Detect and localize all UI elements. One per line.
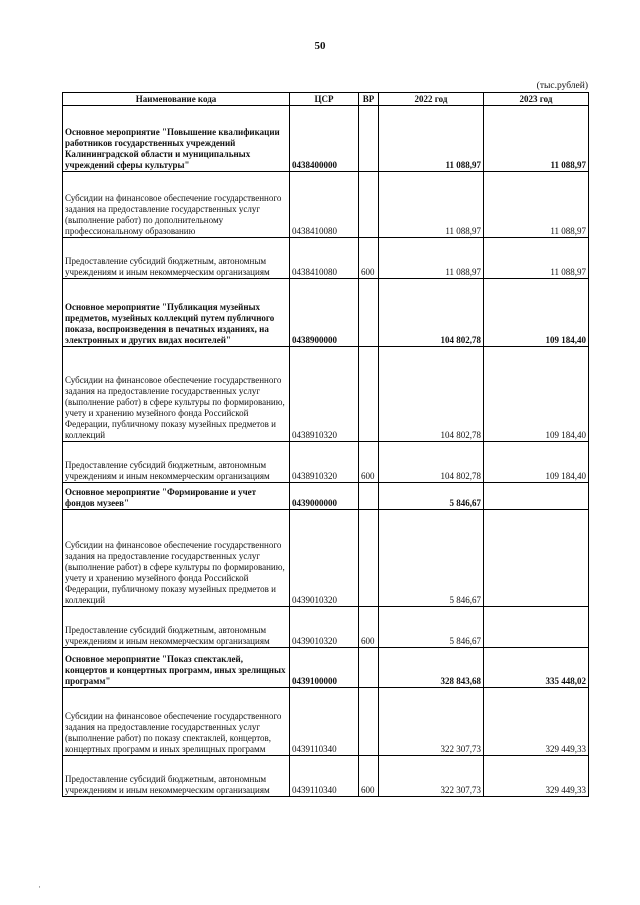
- row-name: Основное мероприятие "Формирование и учет фондов музеев": [63, 483, 290, 510]
- row-csr: 0439010320: [290, 510, 359, 607]
- row-csr: 0438400000: [290, 106, 359, 172]
- row-name: Субсидии на финансовое обеспечение государственного задания на предоставление государственных услуг (выполнение работ) по дополнительному профессиональному образованию: [63, 172, 290, 238]
- table-header-row: [63, 93, 589, 106]
- table-row: [63, 347, 589, 442]
- row-name: Субсидии на финансовое обеспечение государственного задания на предоставление государственных услуг (выполнение работ) по показу спектаклей, концертов, концертных программ и иных зрелищных программ: [63, 688, 290, 756]
- row-name: Основное мероприятие "Показ спектаклей, концертов и концертных программ, иных зрелищных программ": [63, 648, 290, 688]
- row-2023: 109 184,40: [484, 442, 589, 483]
- row-csr: 0439000000: [290, 483, 359, 510]
- table-row: [63, 279, 589, 347]
- row-vr: [359, 648, 379, 688]
- row-2022: 11 088,97: [379, 106, 484, 172]
- row-name: Субсидии на финансовое обеспечение государственного задания на предоставление государственных услуг (выполнение работ) в сфере культуры по формированию, учету и хранению музейного фонда Российской Федерации, публичному показу музейных предметов и коллекций: [63, 510, 290, 607]
- header-2023: 2023 год: [484, 93, 589, 106]
- scan-dot-mark: ·: [38, 882, 41, 892]
- row-2022: 322 307,73: [379, 756, 484, 797]
- row-name: Основное мероприятие "Повышение квалификации работников государственных учреждений Калининградской области и муниципальных учреждений сферы культуры": [63, 106, 290, 172]
- row-csr: 0438900000: [290, 279, 359, 347]
- row-2022: 5 846,67: [379, 607, 484, 648]
- table-row: [63, 756, 589, 797]
- row-name: Предоставление субсидий бюджетным, автономным учреждениям и иным некоммерческим организациям: [63, 442, 290, 483]
- row-csr: 0439100000: [290, 648, 359, 688]
- row-2022: 104 802,78: [379, 442, 484, 483]
- header-2022: 2022 год: [379, 93, 484, 106]
- header-name: Наименование кода: [63, 93, 290, 106]
- row-2022: 322 307,73: [379, 688, 484, 756]
- header-csr: ЦСР: [290, 93, 359, 106]
- row-vr: [359, 279, 379, 347]
- header-vr: ВР: [359, 93, 379, 106]
- table-row: [63, 510, 589, 607]
- row-2023: 109 184,40: [484, 279, 589, 347]
- row-csr: 0439110340: [290, 688, 359, 756]
- row-2022: 5 846,67: [379, 483, 484, 510]
- table-row: [63, 648, 589, 688]
- row-csr: 0439010320: [290, 607, 359, 648]
- table-row: [63, 688, 589, 756]
- row-2023: [484, 483, 589, 510]
- units-label: (тыс.рублей): [536, 81, 588, 91]
- row-name: Предоставление субсидий бюджетным, автономным учреждениям и иным некоммерческим организациям: [63, 607, 290, 648]
- row-2023: 329 449,33: [484, 688, 589, 756]
- row-name: Предоставление субсидий бюджетным, автономным учреждениям и иным некоммерческим организациям: [63, 238, 290, 279]
- row-csr: 0438910320: [290, 442, 359, 483]
- row-2022: 104 802,78: [379, 347, 484, 442]
- row-vr: [359, 510, 379, 607]
- row-vr: 600: [359, 442, 379, 483]
- row-2023: 335 448,02: [484, 648, 589, 688]
- table-row: [63, 607, 589, 648]
- row-2022: 328 843,68: [379, 648, 484, 688]
- row-csr: 0439110340: [290, 756, 359, 797]
- row-vr: [359, 483, 379, 510]
- row-vr: [359, 347, 379, 442]
- page-number: 50: [314, 40, 326, 52]
- row-2023: 11 088,97: [484, 238, 589, 279]
- row-2023: 329 449,33: [484, 756, 589, 797]
- row-csr: 0438910320: [290, 347, 359, 442]
- row-name: Предоставление субсидий бюджетным, автономным учреждениям и иным некоммерческим организациям: [63, 756, 290, 797]
- row-vr: [359, 172, 379, 238]
- row-csr: 0438410080: [290, 172, 359, 238]
- table-row: [63, 442, 589, 483]
- table-row: [63, 238, 589, 279]
- row-name: Субсидии на финансовое обеспечение государственного задания на предоставление государственных услуг (выполнение работ) в сфере культуры по формированию, учету и хранению музейного фонда Российской Федерации, публичному показу музейных предметов и коллекций: [63, 347, 290, 442]
- row-vr: [359, 688, 379, 756]
- row-vr: 600: [359, 607, 379, 648]
- row-vr: 600: [359, 238, 379, 279]
- row-2023: [484, 510, 589, 607]
- table-row: [63, 106, 589, 172]
- budget-table: [62, 92, 589, 797]
- row-name: Основное мероприятие "Публикация музейных предметов, музейных коллекций путем публичного показа, воспроизведения в печатных изданиях, на электронных и других видах носителей": [63, 279, 290, 347]
- row-csr: 0438410080: [290, 238, 359, 279]
- row-2022: 11 088,97: [379, 172, 484, 238]
- row-vr: 600: [359, 756, 379, 797]
- row-2023: 11 088,97: [484, 106, 589, 172]
- row-vr: [359, 106, 379, 172]
- row-2022: 5 846,67: [379, 510, 484, 607]
- table-row: [63, 483, 589, 510]
- row-2023: 11 088,97: [484, 172, 589, 238]
- table-row: [63, 172, 589, 238]
- row-2022: 104 802,78: [379, 279, 484, 347]
- row-2023: [484, 607, 589, 648]
- row-2022: 11 088,97: [379, 238, 484, 279]
- row-2023: 109 184,40: [484, 347, 589, 442]
